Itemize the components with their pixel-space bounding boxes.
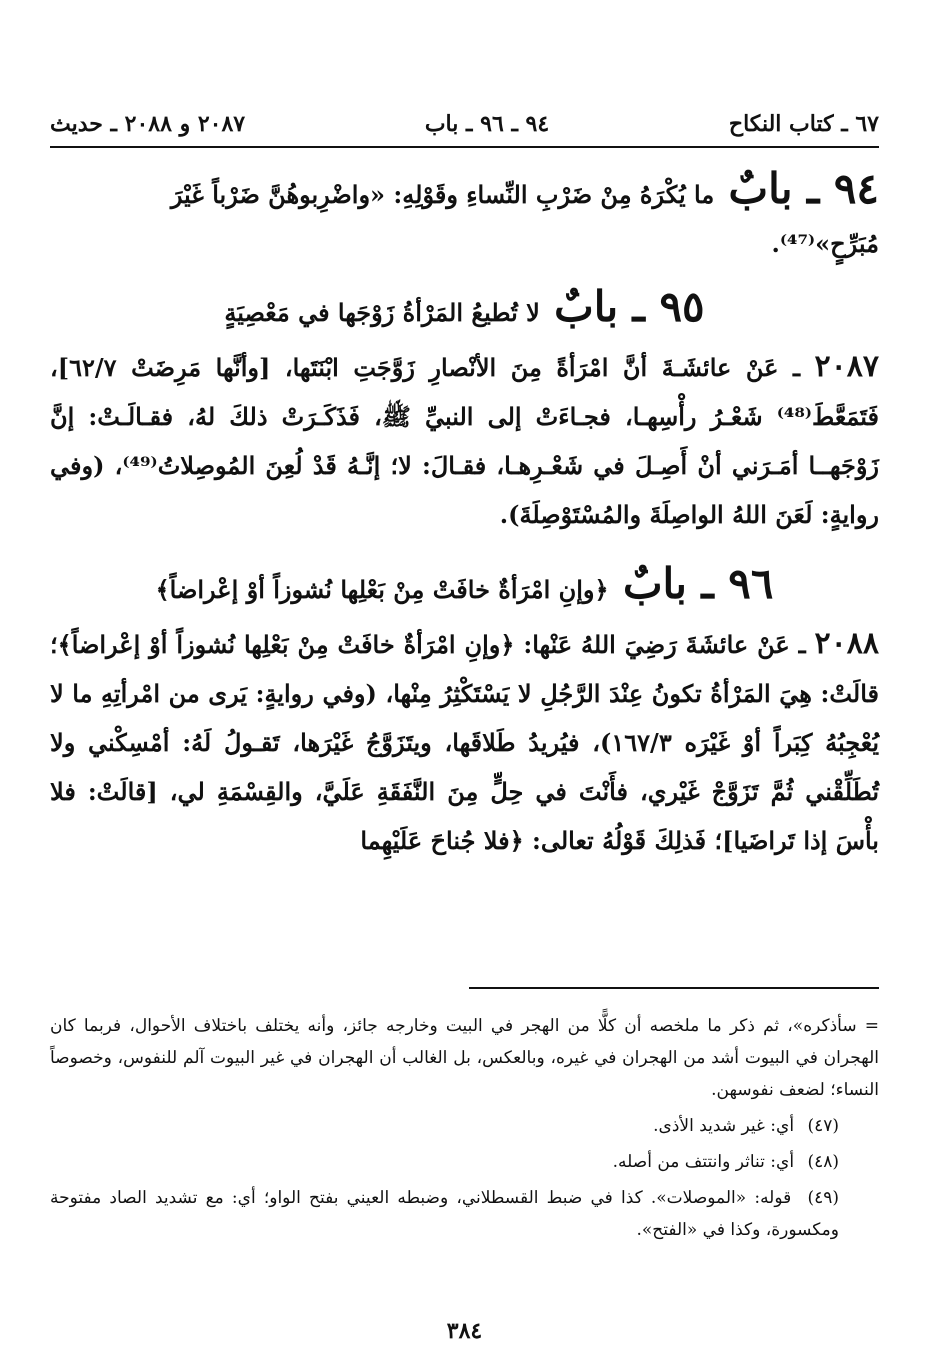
- chapter-title: ما يُكْرَهُ مِنْ ضَرْبِ النِّساءِ وقَوْلِهِ: «واضْرِبوهُنَّ ضَرْباً غَيْرَ: [170, 180, 715, 209]
- chapter-number: ٩٥ ـ: [632, 282, 705, 331]
- footnote-continued: = سأذكره»، ثم ذكر ما ملخصه أن كلًّا من الهجر في البيت وخارجه جائز، وأنه يختلف باختلاف الأحوال، فربما كان الهجران في البيوت أشد من الهجران في غيره، وبالعكس، بل الغالب أن الهجران في غير البيوت آلم للنفوس، وخصوصاً النساء؛ لضعف نفوسهن.: [50, 1016, 879, 1100]
- footnote-text: قوله: «الموصلات». كذا في ضبط القسطلاني، وضبطه العيني بفتح الواو؛ أي: مع تشديد الصاد مفتوحة ومكسورة، وكذا في «الفتح».: [50, 1188, 839, 1240]
- footnote-49: [50, 1182, 879, 1246]
- chapter-word: بابٌ: [554, 282, 619, 331]
- footnote-48: [50, 1146, 879, 1178]
- chapter-word: بابٌ: [622, 559, 687, 608]
- chapter-title: ﴿وإنِ امْرَأةٌ خافَتْ مِنْ بَعْلِها نُشوزاً أوْ إعْراضاً﴾: [155, 575, 609, 604]
- footnote-text: أي: غير شديد الأذى.: [653, 1116, 795, 1136]
- footnote-marker: (٤٩): [807, 1188, 839, 1208]
- running-header: [50, 108, 879, 140]
- header-hadith-range: ٢٠٨٧ و ٢٠٨٨ ـ حديث: [50, 111, 246, 137]
- header-book-title: ٦٧ ـ كتاب النكاح: [728, 111, 879, 137]
- chapter-number: ٩٤ ـ: [806, 164, 879, 213]
- chapter-95-heading: [50, 278, 879, 342]
- footnote-marker: (٤٨): [807, 1152, 839, 1172]
- hadith-number: ٢٠٨٨: [814, 626, 879, 661]
- hadith-text: ـ عَنْ عائشَـةَ أنَّ امْرَأةً مِنَ الأنْصارِ زَوَّجَتِ ابْنَتَها، [وأنَّها مَرِضَتْ ٦٢/٧]، فَتَمَعَّطَ⁽⁴⁸⁾ شَعْـرُ رأْسِهـا، فجـاءَتْ إلى النبيِّ ﷺ، فَذَكَـرَتْ ذلكَ لهُ، فقـالَـتْ: إنَّ زَوْجَهــا أمَـرَني أنْ أَصِـلَ في شَعْـرِهـا، فقـالَ: لا؛ إنَّـهُ قَدْ لُعِنَ المُوصِلاتُ⁽⁴⁹⁾، (وفي روايةٍ: لَعَنَ اللهُ الواصِلَةَ والمُسْتَوْصِلَةَ).: [50, 353, 880, 529]
- hadith-2088: [50, 619, 879, 865]
- hadith-number: ٢٠٨٧: [814, 349, 879, 384]
- main-text: [50, 160, 879, 871]
- book-page: [50, 0, 879, 1357]
- footnote-separator: [469, 987, 879, 989]
- page-number: ٣٨٤: [446, 1318, 483, 1344]
- header-chapter-range: ٩٤ ـ ٩٦ ـ باب: [424, 111, 550, 137]
- chapter-word: بابٌ: [728, 164, 793, 213]
- chapter-94-heading: [50, 160, 879, 224]
- chapter-title: لا تُطيعُ المَرْأةُ زَوْجَها في مَعْصِيَةٍ: [224, 298, 540, 327]
- footnote-text: أي: تناثر وانتتف من أصله.: [612, 1152, 795, 1172]
- chapter-94-title-continuation: مُبَرِّحٍ»⁽⁴⁷⁾.: [771, 229, 879, 258]
- hadith-2087: [50, 342, 879, 539]
- footnotes: [50, 1010, 879, 1250]
- chapter-number: ٩٦ ـ: [701, 559, 774, 608]
- chapter-96-heading: [50, 555, 879, 619]
- header-rule: [50, 146, 879, 148]
- hadith-text: ـ عَنْ عائشَةَ رَضِيَ اللهُ عَنْها: ﴿وإنِ امْرَأةٌ خافَتْ مِنْ بَعْلِها نُشوزاً أوْ إعْراضاً﴾؛ قالَتْ: هِيَ المَرْأةُ تكونُ عِنْدَ الرَّجُلِ لا يَسْتَكْثِرُ مِنْها، (وفي روايةٍ: يَرى من امْرأتِهِ ما لا يُعْجِبُهُ كِبَراً أوْ غَيْرَه ١٦٧/٣)، فيُريدُ طَلاقَها، ويتَزَوَّجُ غَيْرَها، تَقـولُ لَهُ: أمْسِكْني ولا تُطَلِّقْني ثُمَّ تَزَوَّجْ غَيْري، فأَنْتَ في حِلٍّ مِنَ النَّفَقَةِ عَلَيَّ، والقِسْمَةِ لي، [قالَتْ: فلا بأْسَ إذا تَراضَيا]؛ فَذلِكَ قَوْلُهُ تعالى: ﴿فلا جُناحَ عَلَيْهِما: [50, 630, 880, 855]
- footnote-marker: (٤٧): [807, 1116, 839, 1136]
- footnote-47: [50, 1110, 879, 1142]
